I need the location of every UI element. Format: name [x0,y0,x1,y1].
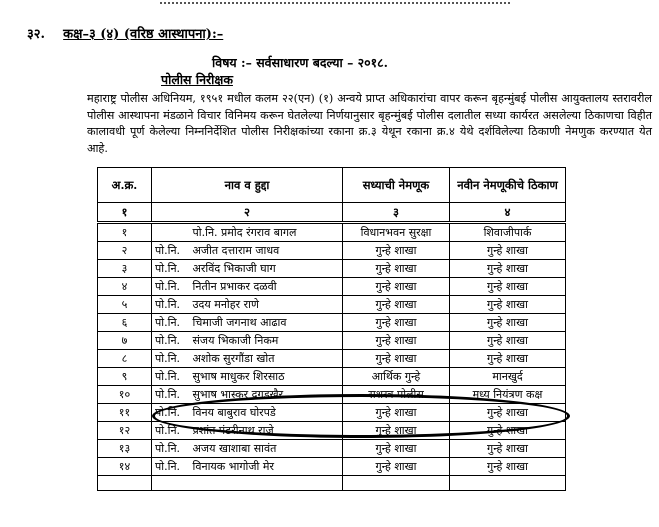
blank-cell [190,476,343,491]
blank-cell [98,476,152,491]
name-cell: उदय मनोहर राणे [190,296,343,314]
table-row [98,440,566,458]
table-row [98,458,566,476]
name-cell: सुभाष माधुकर शिरसाठ [190,368,343,386]
new-posting-cell: गुन्हे शाखा [450,278,566,296]
serial-cell: १४ [98,458,152,476]
name-cell: अजीत दत्तारा‍म जाधव [190,242,343,260]
table-row [98,332,566,350]
order-paragraph: महाराष्ट्र पोलीस अधिनियम, १९५१ मधील कलम २२(एन) (१) अन्वये प्राप्त अधिकारांचा वापर करून बृहन्मुंबई पोलीस आयुक्तालय स्तरावरील पोलीस आस्थापना मंडळाने विचार विनिमय करून घेतलेल्या निर्णयानुसार बृहन्मुंबई पोलीस दलातील सध्या कार्यरत असलेल्या ठिकाणचा विहीत कालावधी पूर्ण केलेल्या निम्ननिर्देशित पोलीस निरीक्षकांच्या रकाना क्र.३ येथून रकाना क्र.४ येथे दर्शविलेल्या ठिकाणी नेमणुक करण्यात येत आहे. [87,92,652,155]
name-cell: चिमाजी जगनाथ आढाव [190,314,343,332]
serial-cell: १० [98,386,152,404]
section-heading [27,24,223,42]
serial-cell: ३ [98,260,152,278]
column-number-1: १ [98,203,152,223]
serial-cell: १३ [98,440,152,458]
section-number: ३२. [27,27,46,42]
new-posting-cell: गुन्हे शाखा [450,260,566,278]
new-posting-cell: गुन्हे शाखा [450,458,566,476]
subject-line: विषय :– सर्वसाधारण बदल्या – २०१८. [212,55,389,70]
name-cell: नितीन प्रभाकर दळवी [190,278,343,296]
serial-cell: ११ [98,404,152,422]
header-new-posting: नवीन नेमणूकीचे ठिकाण [450,168,566,203]
table-row [98,296,566,314]
new-posting-cell: गुन्हे शाखा [450,350,566,368]
new-posting-cell: गुन्हे शाखा [450,296,566,314]
name-cell: विनय बाबुराव घोरपडे [190,404,343,422]
table-row [98,404,566,422]
table-row [98,278,566,296]
rank-cell: पो.नि. [152,458,190,476]
name-cell: प्रशांत पंढरीनाथ राजे [190,422,343,440]
current-posting-cell: गुन्हे शाखा [343,296,450,314]
new-posting-cell: गुन्हे शाखा [450,242,566,260]
header-name: नाव व हुद्दा [152,168,343,203]
top-dotted-rule [160,2,510,4]
header-current-posting: सध्याची नेमणूक [343,168,450,203]
rank-cell: पो.नि. [152,314,190,332]
name-cell: पो.नि. प्रमोद रंगराव बागल [190,223,343,242]
table-row [98,314,566,332]
rank-cell: पो.नि. [152,278,190,296]
current-posting-cell: गुन्हे शाखा [343,350,450,368]
table-row [98,350,566,368]
new-posting-cell: मध्य नियंत्रण कक्ष [450,386,566,404]
column-number-3: ३ [343,203,450,223]
table-row [98,386,566,404]
new-posting-cell: मानखुर्द [450,368,566,386]
column-number-4: ४ [450,203,566,223]
rank-cell: पो.नि. [152,350,190,368]
rank-cell: पो.नि. [152,260,190,278]
new-posting-cell: गुन्हे शाखा [450,404,566,422]
table-row [98,242,566,260]
rank-cell: पो.नि. [152,386,190,404]
table-row [98,422,566,440]
serial-cell: २ [98,242,152,260]
serial-cell: ७ [98,332,152,350]
rank-cell: पो.नि. [152,242,190,260]
serial-cell: ४ [98,278,152,296]
rank-cell: पो.नि. [152,332,190,350]
table-row [98,260,566,278]
current-posting-cell: आर्थिक गुन्हे [343,368,450,386]
blank-cell [152,476,190,491]
blank-cell [450,476,566,491]
name-cell: विनायक भागोजी मेर [190,458,343,476]
serial-cell: ६ [98,314,152,332]
current-posting-cell: गुन्हे शाखा [343,404,450,422]
new-posting-cell: शिवाजीपार्क [450,223,566,242]
current-posting-cell: गुन्हे शाखा [343,314,450,332]
serial-cell: ९ [98,368,152,386]
transfer-table [97,167,566,491]
rank-cell [152,223,190,242]
name-cell: अशोक सुरगौंडा खोत [190,350,343,368]
current-posting-cell: गुन्हे शाखा [343,440,450,458]
name-cell: सुभाष भास्कर दगडखैर [190,386,343,404]
new-posting-cell: गुन्हे शाखा [450,440,566,458]
serial-cell: ८ [98,350,152,368]
current-posting-cell: गुन्हे शाखा [343,422,450,440]
serial-cell: १ [98,223,152,242]
blank-cell [343,476,450,491]
post-title: पोलीस निरीक्षक [161,72,233,87]
new-posting-cell: गुन्हे शाखा [450,332,566,350]
rank-cell: पो.नि. [152,404,190,422]
serial-cell: ५ [98,296,152,314]
current-posting-cell: विधानभवन सुरक्षा [343,223,450,242]
name-cell: अरविंद भिकाजी घाग [190,260,343,278]
rank-cell: पो.नि. [152,368,190,386]
section-title: कक्ष–३ (४) (वरिष्ठ आस्थापना):– [63,27,224,42]
header-serial: अ.क्र. [98,168,152,203]
current-posting-cell: गुन्हे शाखा [343,458,450,476]
name-cell: अजय खाशाबा सावंत [190,440,343,458]
rank-cell: पो.नि. [152,440,190,458]
new-posting-cell: गुन्हे शाखा [450,314,566,332]
table-row [98,223,566,242]
new-posting-cell: गुन्हे शाखा [450,422,566,440]
table-row [98,368,566,386]
current-posting-cell: सशस्त्र पोलीस [343,386,450,404]
current-posting-cell: गुन्हे शाखा [343,260,450,278]
current-posting-cell: गुन्हे शाखा [343,278,450,296]
rank-cell: पो.नि. [152,422,190,440]
current-posting-cell: गुन्हे शाखा [343,242,450,260]
current-posting-cell: गुन्हे शाखा [343,332,450,350]
column-number-2: २ [152,203,343,223]
serial-cell: १२ [98,422,152,440]
name-cell: संजय भिकाजी निकम [190,332,343,350]
rank-cell: पो.नि. [152,296,190,314]
